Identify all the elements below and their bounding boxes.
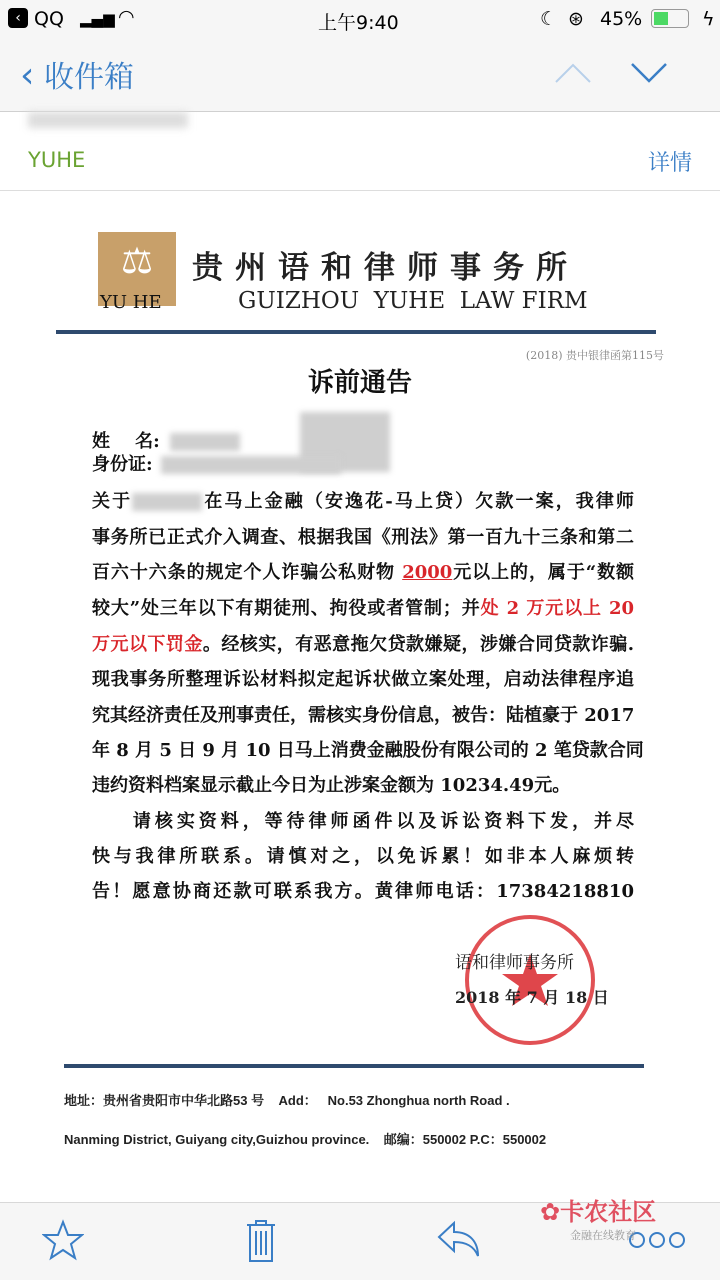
name-label: 姓 名: — [92, 431, 160, 452]
notice-line — [92, 665, 634, 691]
battery-icon — [651, 9, 689, 28]
clock: 上午9:40 — [318, 12, 399, 34]
text-segment: 请核实资料，等待律师函件以及诉讼资料下发，并尽 — [92, 811, 634, 832]
watermark-subtitle: 金融在线教育 — [570, 1229, 636, 1242]
wifi-icon: ◠ — [118, 6, 135, 28]
logo-text: YU HE — [100, 292, 162, 313]
text-segment: 年 8 月 5 日 9 月 10 日马上消费金融股份有限公司的 2 笔贷款合同 — [92, 740, 644, 761]
notice-line — [92, 701, 634, 727]
message-header — [0, 112, 720, 191]
text-segment: 较大”处三年以下有期徒刑、拘役或者管制；并 — [92, 598, 481, 619]
details-link[interactable]: 详情 — [647, 151, 692, 176]
text-segment: 。经核实，有恶意拖欠贷款嫌疑，涉嫌合同贷款诈骗. — [202, 634, 635, 655]
text-segment: 快与我律所联系。请慎对之，以免诉累！如非本人麻烦转 — [92, 846, 634, 867]
rotation-lock-icon: ⊛ — [568, 8, 584, 30]
nav-bar — [0, 38, 720, 112]
subject-blurred — [28, 112, 188, 128]
id-label: 身份证: — [92, 454, 153, 475]
moon-icon: ☾ — [540, 8, 558, 30]
doc-title: 诉前通告 — [307, 368, 412, 398]
highlight-fine: 万元以下罚金 — [92, 634, 203, 655]
text-segment: 告！愿意协商还款可联系我方。黄律师电话：17384218810 — [92, 881, 634, 902]
text-segment: 事务所已正式介入调查、根据我国《刑法》第一百九十三条和第二 — [92, 527, 634, 548]
watermark-logo-icon: ✿ — [540, 1198, 561, 1226]
notice-line — [92, 558, 634, 584]
watermark-title: 卡农社区 — [560, 1198, 657, 1226]
charging-icon: ϟ — [702, 8, 715, 30]
text-segment: 究其经济责任及刑事责任，需核实身份信息，被告：陆植豪于 2017 — [92, 705, 635, 726]
firm-name-en: GUIZHOU YUHE LAW FIRM — [238, 288, 588, 314]
previous-message-icon[interactable] — [554, 62, 592, 84]
notice-line — [92, 736, 644, 762]
sender-name[interactable]: YUHE — [28, 148, 86, 172]
notice-line — [92, 807, 634, 833]
battery-percent: 45% — [600, 8, 643, 30]
firm-name-cn: 贵州语和律师事务所 — [192, 250, 579, 286]
redacted-name — [132, 493, 202, 511]
next-message-icon[interactable] — [630, 62, 668, 84]
carrier: QQ — [34, 8, 64, 30]
scale-logo-icon: ⚖ — [98, 232, 176, 306]
reply-icon[interactable] — [436, 1219, 482, 1259]
signal-icon: ▂▄▆ — [80, 10, 115, 28]
text-segment: 百六十六条的规定个人诈骗公私财物 — [92, 562, 403, 583]
text-segment: 现我事务所整理诉讼材料拟定起诉状做立案处理，启动法律程序追 — [92, 669, 634, 690]
watermark — [540, 1192, 656, 1243]
address-line-1: 地址：贵州省贵阳市中华北路53 号 Add： No.53 Zhonghua north Road . — [64, 1093, 510, 1108]
notice-line — [92, 877, 634, 903]
trash-icon[interactable] — [244, 1219, 278, 1263]
signature-date: 2018 年 7 月 18 日 — [455, 988, 609, 1007]
text-segment: 在马上金融（安逸花-马上贷）欠款一案，我律师 — [202, 491, 635, 512]
signature-firm: 语和律师事务所 — [455, 953, 574, 973]
status-bar — [0, 0, 720, 38]
id-row — [92, 450, 634, 476]
document-image — [0, 192, 720, 1202]
back-to-app-icon[interactable]: ‹ — [8, 8, 28, 28]
highlight-fine: 处 2 万元以上 20 — [480, 598, 634, 619]
name-redacted — [170, 433, 240, 451]
address-line-2: Nanming District, Guiyang city,Guizhou province. 邮编：550002 P.C：550002 — [64, 1132, 547, 1147]
notice-line — [92, 523, 634, 549]
star-icon[interactable] — [42, 1219, 84, 1261]
footer-rule — [64, 1064, 644, 1068]
text-segment: 关于 — [92, 491, 133, 512]
id-redacted — [161, 456, 341, 474]
highlight-amount: 2000 — [402, 562, 453, 583]
notice-line — [92, 771, 634, 797]
official-seal — [462, 912, 598, 1048]
notice-line — [92, 487, 634, 513]
back-label: 收件箱 — [43, 60, 134, 95]
notice-line — [92, 630, 634, 656]
header-rule — [56, 330, 656, 334]
chevron-left-icon: ‹ — [20, 55, 35, 96]
reference-number: (2018) 贵中银律函第115号 — [525, 349, 664, 362]
text-segment: 元以上的，属于“数额 — [452, 562, 635, 583]
back-button[interactable] — [20, 52, 134, 96]
text-segment: 违约资料档案显示截止今日为止涉案金额为 10234.49元。 — [92, 775, 571, 796]
notice-line — [92, 842, 634, 868]
notice-line — [92, 594, 634, 620]
